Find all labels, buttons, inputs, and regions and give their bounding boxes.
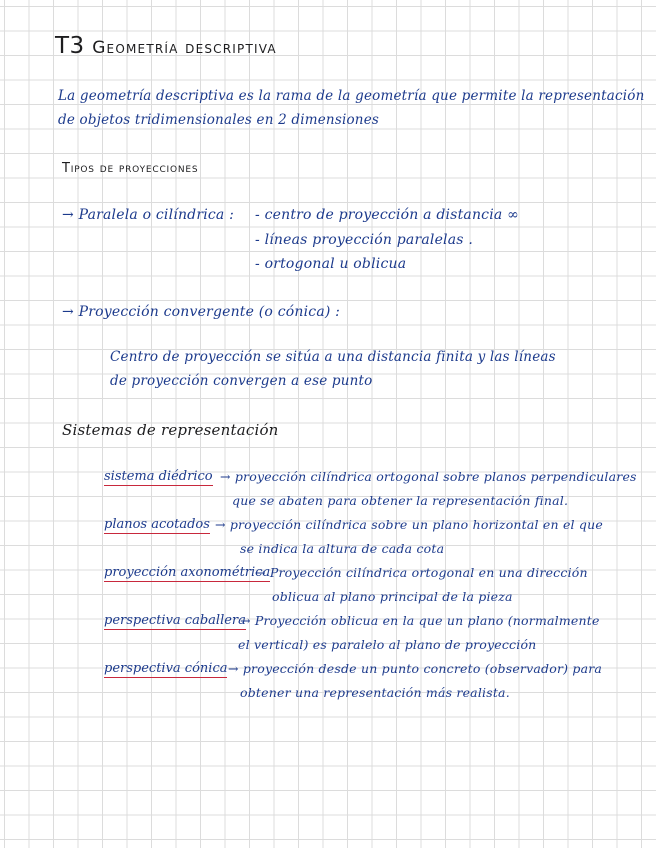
term-proyeccion-axonometrica: proyección axonométrica <box>104 565 271 580</box>
term-perspectiva-caballera: perspectiva caballera <box>104 613 246 628</box>
sistema-diedrico-desc: que se abaten para obtener la representación final. <box>232 493 569 508</box>
proyeccion-axonometrica-desc: oblicua al plano principal de la pieza <box>272 589 513 604</box>
paralela-item: - ortogonal u oblicua <box>255 256 407 272</box>
perspectiva-caballera-desc: → Proyección oblicua en la que un plano (normalmente <box>240 613 600 628</box>
perspectiva-conica-desc: obtener una representación más realista. <box>240 685 510 700</box>
perspectiva-caballera-desc: el vertical) es paralelo al plano de proyección <box>238 637 537 652</box>
convergente-line-1: Centro de proyección se sitúa a una distancia finita y las líneas <box>110 349 556 365</box>
intro-line-2: de objetos tridimensionales en 2 dimensiones <box>58 112 380 128</box>
proyeccion-axonometrica-desc: → Proyección cilíndrica ortogonal en una dirección <box>255 565 588 580</box>
paralela-label: → Paralela o cilíndrica : <box>62 207 235 223</box>
term-sistema-diedrico: sistema diédrico <box>104 469 213 484</box>
title-prefix: T3 <box>55 33 85 59</box>
planos-acotados-desc: → proyección cilíndrica sobre un plano horizontal en el que <box>215 517 603 532</box>
section-heading-sistemas: Sistemas de representación <box>62 421 279 439</box>
planos-acotados-desc: se indica la altura de cada cota <box>240 541 445 556</box>
paralela-item: - líneas proyección paralelas . <box>255 232 473 248</box>
convergente-label: → Proyección convergente (o cónica) : <box>62 304 341 320</box>
term-perspectiva-conica: perspectiva cónica <box>104 661 228 676</box>
page-title <box>55 33 277 59</box>
paralela-item: - centro de proyección a distancia ∞ <box>255 207 519 223</box>
sistema-diedrico-desc: → proyección cilíndrica ortogonal sobre planos perpendiculares <box>220 469 637 484</box>
section-heading-tipos: Tipos de proyecciones <box>62 161 199 176</box>
intro-line-1: La geometría descriptiva es la rama de la geometría que permite la representación <box>58 88 645 104</box>
perspectiva-conica-desc: → proyección desde un punto concreto (observador) para <box>228 661 603 676</box>
title-text: Geometría descriptiva <box>92 38 277 58</box>
term-planos-acotados: planos acotados <box>104 517 210 532</box>
convergente-line-2: de proyección convergen a ese punto <box>110 373 373 389</box>
